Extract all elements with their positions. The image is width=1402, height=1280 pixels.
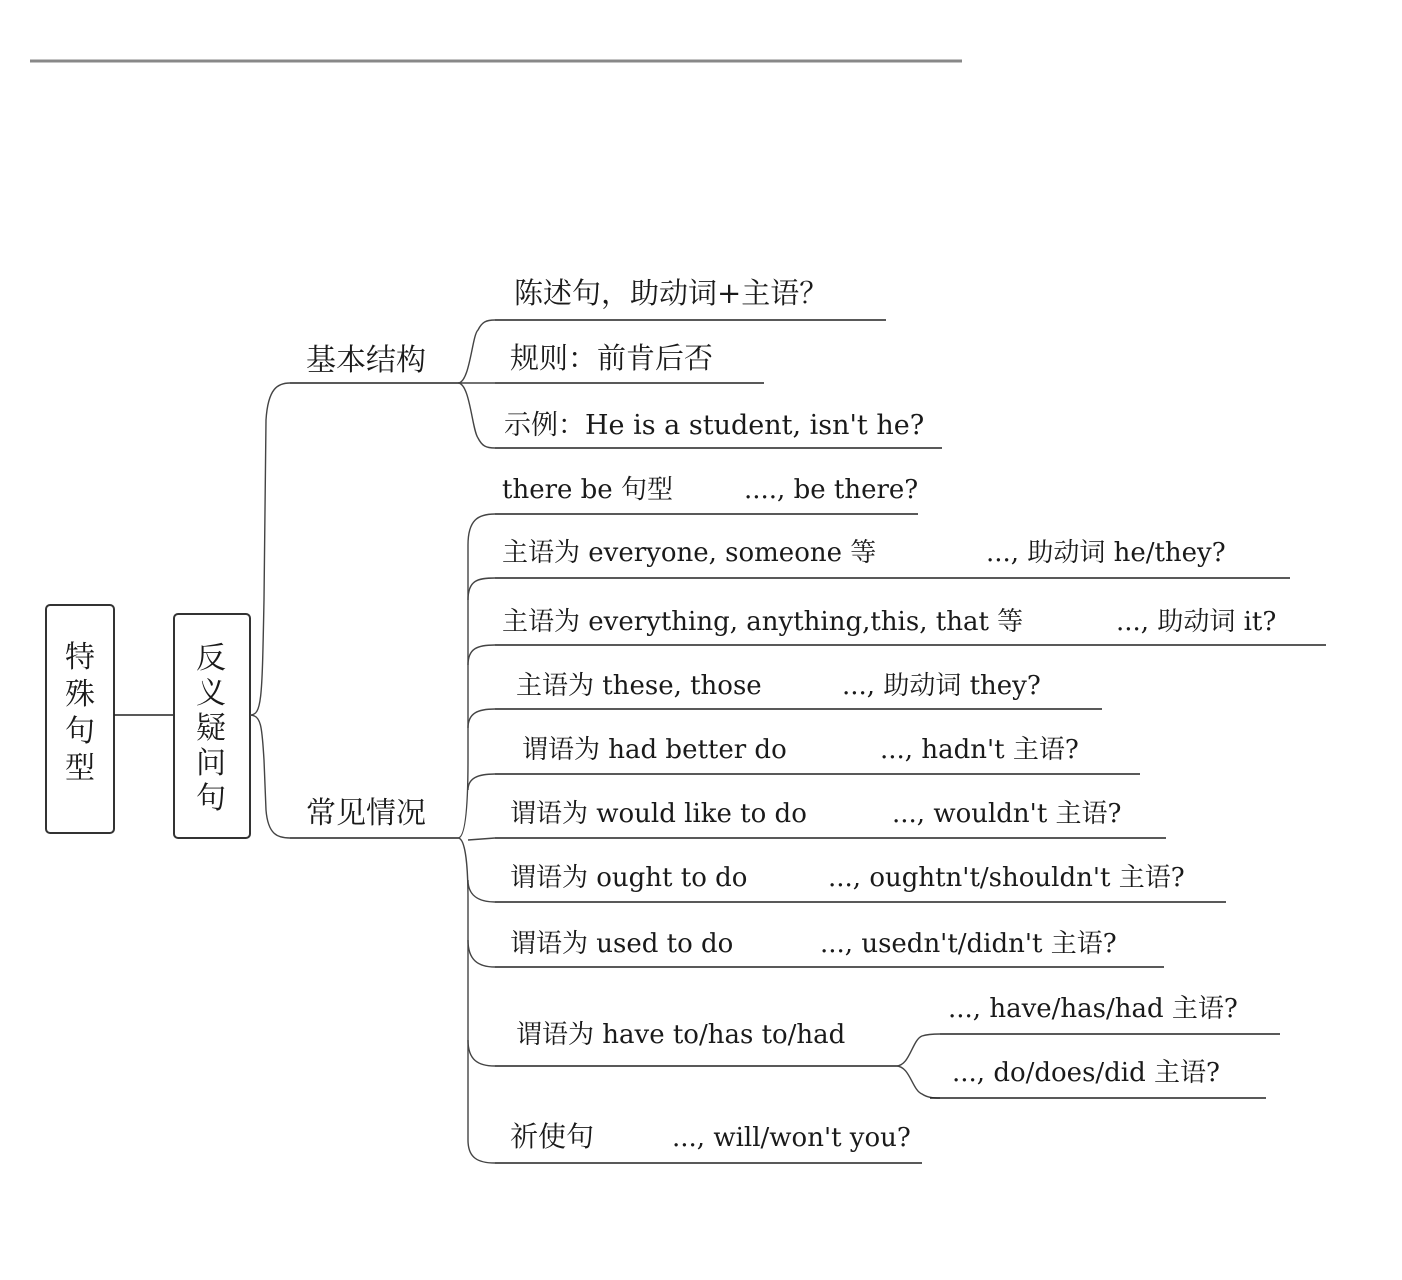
branch-common-cases <box>290 475 1326 1163</box>
leaf-text: 谓语为 would like to do <box>510 799 807 829</box>
leaf-item <box>495 410 942 448</box>
topic-char: 问 <box>196 746 226 781</box>
leaf-item <box>495 276 886 320</box>
root-char: 殊 <box>65 677 95 712</box>
leaf-text: 谓语为 have to/has to/had <box>516 1020 846 1050</box>
leaf-text: 谓语为 used to do <box>510 929 734 959</box>
root-char: 型 <box>65 751 95 786</box>
leaf-text: 主语为 these, those <box>516 671 762 701</box>
root-node <box>46 605 114 833</box>
leaf-text: 谓语为 had better do <box>522 735 787 765</box>
topic-char: 句 <box>196 781 226 816</box>
leaf-answer: ...., be there? <box>744 475 919 505</box>
leaf-item <box>495 1120 922 1163</box>
leaf-item <box>495 863 1226 902</box>
leaf-item <box>495 735 1140 774</box>
root-char: 特 <box>65 640 95 675</box>
leaf-text: 示例：He is a student, isn't he? <box>504 410 925 441</box>
topic-char: 反 <box>196 641 226 676</box>
leaf-answer: ..., wouldn't 主语? <box>892 799 1122 829</box>
leaf-item <box>495 799 1166 838</box>
leaf-answer: ..., 助动词 he/they? <box>986 538 1226 568</box>
leaf-text: 谓语为 ought to do <box>510 863 748 893</box>
branch-label: 常见情况 <box>306 796 426 831</box>
leaf-answer: ..., oughtn't/shouldn't 主语? <box>828 863 1185 893</box>
leaf-item <box>495 929 1164 967</box>
leaf-answer: ..., 助动词 they? <box>842 671 1041 701</box>
leaf-item <box>495 671 1102 709</box>
leaf-item <box>495 341 764 383</box>
root-char: 句 <box>65 714 95 749</box>
leaf-text: 祈使句 <box>510 1120 595 1153</box>
leaf-answer: ..., will/won't you? <box>672 1123 911 1153</box>
leaf-text: 陈述句，助动词+主语？ <box>514 276 829 310</box>
leaf-text: 规则：前肯后否 <box>510 341 714 375</box>
leaf-sub-answer: ..., have/has/had 主语? <box>948 994 1238 1024</box>
branch-label: 基本结构 <box>306 343 426 378</box>
branch-connector-common <box>250 715 290 838</box>
topic-char: 义 <box>196 676 226 711</box>
leaf-item <box>495 475 918 514</box>
branch-basic-structure <box>290 276 942 448</box>
leaf-item <box>495 538 1290 578</box>
branch-connector-basic <box>250 383 290 715</box>
topic-char: 疑 <box>196 711 226 746</box>
leaf-item <box>495 607 1326 645</box>
leaf-answer: ..., hadn't 主语? <box>880 735 1079 765</box>
leaf-text: 主语为 everyone, someone 等 <box>502 538 877 568</box>
leaf-sub-answer: ..., do/does/did 主语? <box>952 1058 1220 1088</box>
leaf-text: there be 句型 <box>502 475 673 505</box>
leaf-item <box>495 994 1280 1098</box>
leaf-text: 主语为 everything, anything,this, that 等 <box>502 607 1024 637</box>
topic-node <box>174 614 250 838</box>
leaf-answer: ..., usedn't/didn't 主语? <box>820 929 1117 959</box>
leaf-answer: ..., 助动词 it? <box>1116 607 1277 637</box>
